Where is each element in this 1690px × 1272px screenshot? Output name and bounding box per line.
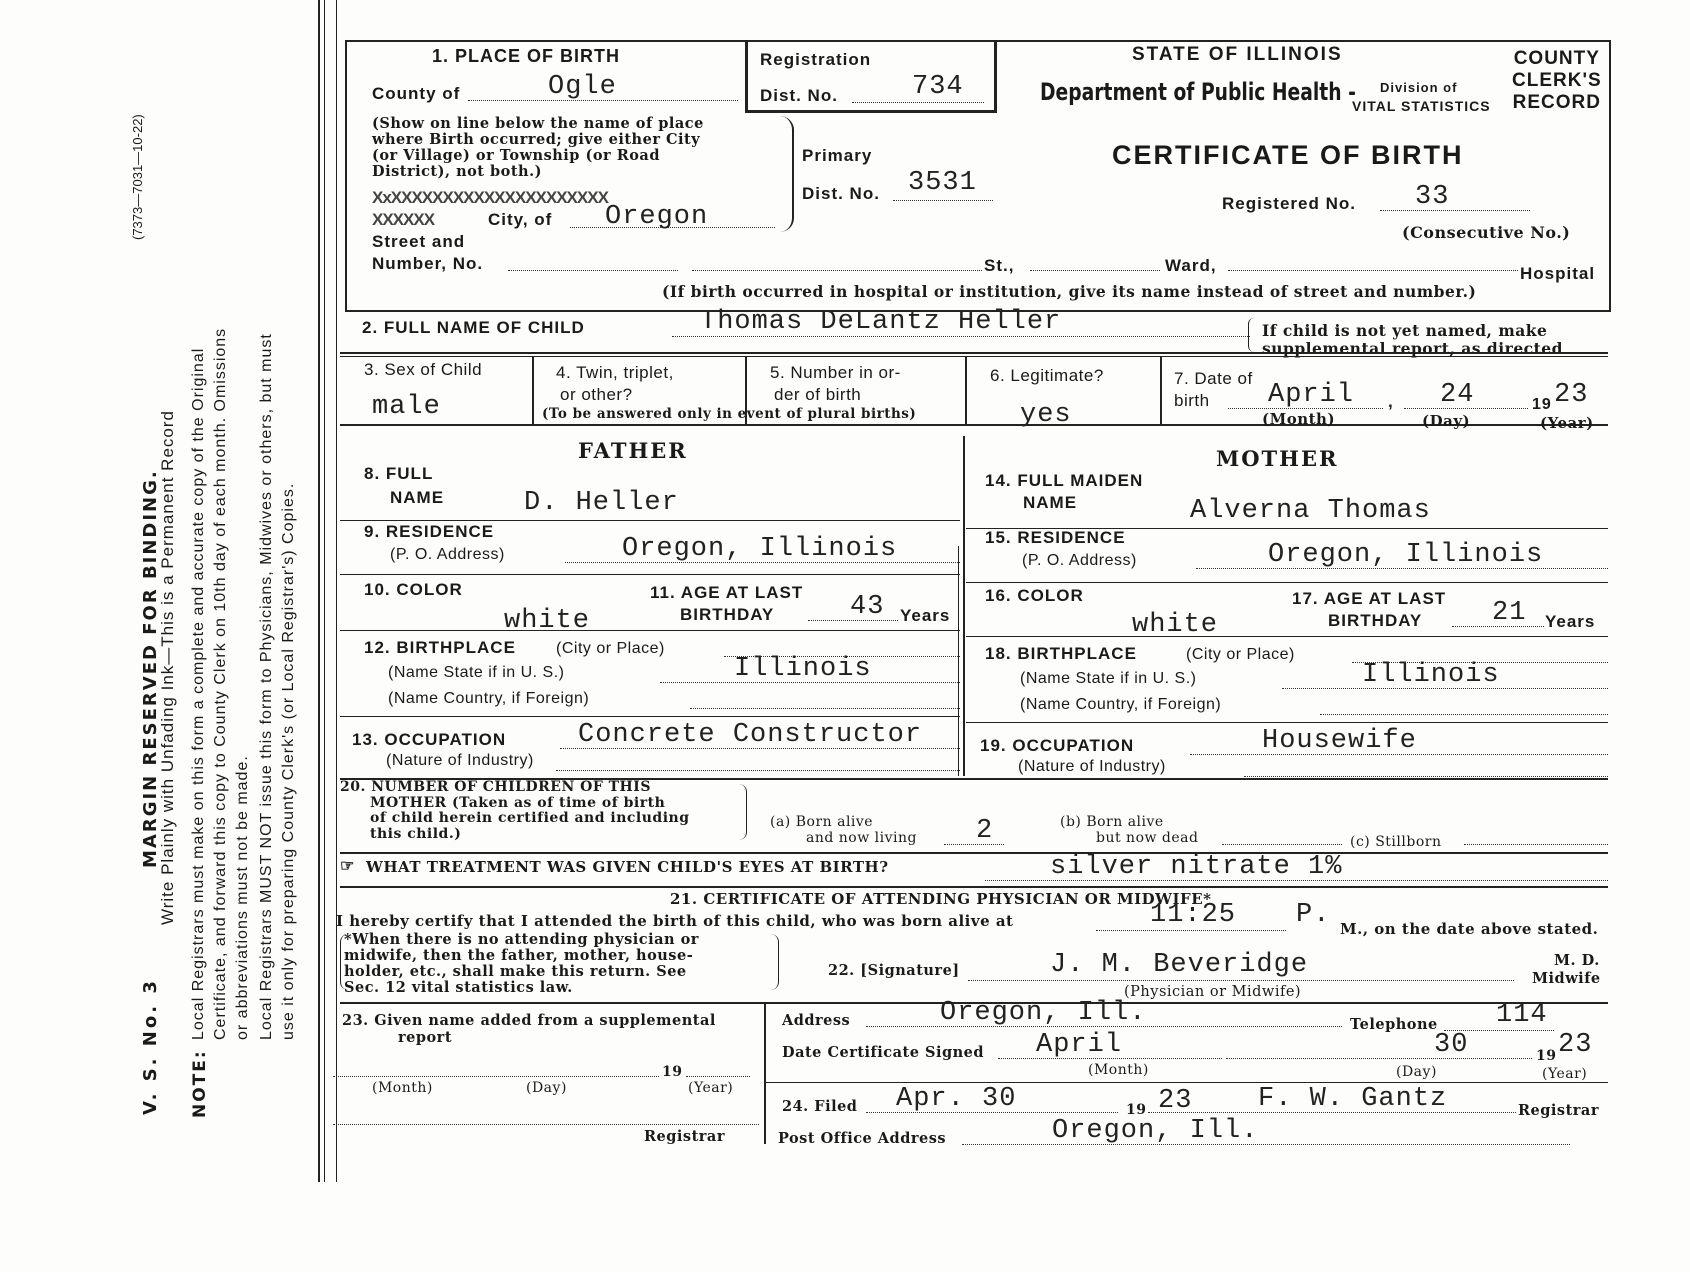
mother-birthplace-label: 18. BIRTHPLACE [985, 644, 1137, 663]
father-occupation-value: Concrete Constructor [578, 720, 923, 750]
midwife-label: Midwife [1532, 970, 1601, 987]
date-of-birth-label: 7. Date of birth [1174, 369, 1253, 410]
city-value: Oregon [605, 202, 709, 232]
mother-name-value: Alverna Thomas [1190, 496, 1431, 526]
born-alive-dead-label: (b) Born alive but now dead [1060, 814, 1199, 846]
mother-bp-state-label: (Name State if in U. S.) [1020, 670, 1197, 687]
legitimate-label: 6. Legitimate? [990, 366, 1104, 385]
father-heading: FATHER [578, 438, 688, 463]
mother-color-label: 16. COLOR [985, 586, 1084, 605]
post-office-label: Post Office Address [778, 1130, 947, 1147]
reg-dist-value: 734 [912, 72, 964, 102]
filed-registrar-value: F. W. Gantz [1258, 1084, 1448, 1114]
mother-name-label: 14. FULL MAIDEN NAME [985, 471, 1144, 512]
signed-day-caption: (Day) [1396, 1064, 1437, 1080]
margin-rule-3 [336, 0, 337, 1182]
registration-label: Registration [760, 50, 872, 69]
mother-bp-country-label: (Name Country, if Foreign) [1020, 696, 1222, 713]
certificate-heading: 21. CERTIFICATE OF ATTENDING PHYSICIAN OR MIDWIFE* [670, 890, 1212, 908]
struck-village: XXXXXX [372, 210, 435, 229]
st-label: St., [984, 256, 1015, 275]
signed-year-value: 23 [1558, 1030, 1593, 1060]
signed-month-value: April [1036, 1030, 1123, 1060]
children-count-label: 20. NUMBER OF CHILDREN OF THIS MOTHER (Taken as of time of birth of child herein certified and including this child.) [340, 779, 690, 842]
eyes-treatment-value: silver nitrate 1% [1050, 852, 1343, 882]
father-birthplace-value: Illinois [734, 654, 872, 684]
mother-occupation-value: Housewife [1262, 726, 1417, 756]
filed-date-value: Apr. 30 [896, 1084, 1017, 1114]
form-number: V. S. No. 3 [140, 978, 161, 1115]
mother-residence-label: 15. RESIDENCE [985, 528, 1126, 547]
registered-no-label: Registered No. [1222, 194, 1356, 213]
filed-year-value: 23 [1158, 1086, 1193, 1116]
pointer-hand-icon: ☞ [340, 856, 355, 875]
supp-month-caption: (Month) [372, 1080, 433, 1096]
consecutive-note: (Consecutive No.) [1402, 223, 1571, 242]
unnamed-note: If child is not yet named, make supplemental report, as directed [1262, 321, 1563, 358]
father-age-value: 43 [850, 592, 885, 622]
note-line-4: Local Registrars MUST NOT issue this form to Physicians, Midwives or others, but must [258, 333, 275, 1040]
margin-rule-2 [324, 0, 325, 1182]
filed-year-prefix: 19 [1126, 1102, 1147, 1118]
ward-label: Ward, [1165, 256, 1217, 275]
certificate-title: CERTIFICATE OF BIRTH [1112, 140, 1464, 170]
mother-birthplace-sub: (City or Place) [1186, 646, 1295, 663]
date-signed-label: Date Certificate Signed [782, 1044, 985, 1061]
father-residence-label: 9. RESIDENCE [364, 522, 495, 541]
supp-registrar-label: Registrar [644, 1128, 725, 1145]
father-residence-value: Oregon, Illinois [622, 534, 898, 564]
father-occupation-sub: (Nature of Industry) [386, 752, 534, 769]
child-name-value: Thomas DeLantz Heller [700, 307, 1062, 337]
born-alive-living-label: (a) Born alive and now living [770, 814, 917, 846]
struck-township: XxXXXXXXXXXXXXXXXXXXXXX [372, 188, 608, 207]
mother-residence-sub: (P. O. Address) [1022, 552, 1137, 569]
supp-year-caption: (Year) [688, 1080, 734, 1096]
state-title: STATE OF ILLINOIS [1132, 44, 1343, 65]
telephone-label: Telephone [1350, 1016, 1438, 1033]
mother-heading: MOTHER [1216, 446, 1339, 471]
plural-births-note: (To be answered only in event of plural births) [542, 406, 917, 422]
certify-text-end: M., on the date above stated. [1340, 920, 1599, 938]
father-name-value: D. Heller [524, 488, 679, 518]
md-label: M. D. [1554, 952, 1600, 969]
place-of-birth-heading: 1. PLACE OF BIRTH [432, 46, 621, 66]
telephone-value: 114 [1496, 1000, 1548, 1030]
father-residence-sub: (P. O. Address) [390, 546, 505, 563]
city-label: City, of [488, 210, 553, 229]
birth-month-value: April [1268, 380, 1355, 410]
birth-ampm-value: P. [1296, 900, 1331, 930]
note-line-1: Local Registrars must make on this form a complete and accurate copy of the Original [190, 347, 207, 1040]
division-label: Division of [1380, 80, 1458, 95]
filed-registrar-label: Registrar [1518, 1102, 1599, 1119]
binding-margin-note: MARGIN RESERVED FOR BINDING. [140, 469, 161, 868]
hospital-label: Hospital [1520, 264, 1596, 283]
physician-signature-value: J. M. Beveridge [1050, 950, 1309, 980]
month-caption: (Month) [1262, 410, 1336, 428]
eyes-treatment-label: WHAT TREATMENT WAS GIVEN CHILD'S EYES AT BIRTH? [366, 858, 889, 876]
hospital-note: (If birth occurred in hospital or institution, give its name instead of street and number.) [662, 282, 1477, 301]
note-label: NOTE: [190, 1049, 210, 1118]
certify-text: I hereby certify that I attended the birth of this child, who was born alive at [336, 912, 1014, 930]
sex-value: male [372, 392, 441, 422]
birth-day-value: 24 [1440, 380, 1475, 410]
county-label: County of [372, 84, 461, 103]
father-birthplace-sub: (City or Place) [556, 640, 665, 657]
mother-residence-value: Oregon, Illinois [1268, 540, 1544, 570]
vital-statistics: VITAL STATISTICS [1352, 98, 1491, 114]
registered-no-value: 33 [1415, 182, 1450, 212]
physician-address-value: Oregon, Ill. [940, 998, 1147, 1028]
signed-year-caption: (Year) [1542, 1066, 1588, 1082]
note-line-5: use it only for preparing County Clerk's (or Local Registrar's) Copies. [280, 482, 297, 1040]
mother-occupation-sub: (Nature of Industry) [1018, 758, 1166, 775]
signature-label: 22. [Signature] [828, 962, 960, 979]
father-color-value: white [504, 606, 591, 636]
supp-nineteen: 19 [662, 1064, 683, 1080]
print-code: (7373—7031—10-22) [130, 114, 145, 240]
father-bp-state-label: (Name State if in U. S.) [388, 664, 565, 681]
signed-month-caption: (Month) [1088, 1062, 1149, 1078]
sex-label: 3. Sex of Child [364, 360, 483, 379]
address-label: Address [782, 1012, 851, 1029]
note-line-3: or abbreviations must not be made. [234, 755, 251, 1040]
stillborn-label: (c) Stillborn [1350, 834, 1442, 850]
mother-age-value: 21 [1492, 598, 1527, 628]
father-occupation-label: 13. OCCUPATION [352, 730, 507, 749]
birth-year-value: 23 [1554, 380, 1589, 410]
primary-dist-value: 3531 [908, 168, 977, 198]
county-clerks-record: COUNTY CLERK'S RECORD [1512, 48, 1602, 113]
brace [778, 116, 794, 232]
father-bp-country-label: (Name Country, if Foreign) [388, 690, 590, 707]
primary-dist-label: Dist. No. [802, 184, 880, 203]
father-color-label: 10. COLOR [364, 580, 463, 599]
signed-day-value: 30 [1434, 1030, 1469, 1060]
child-name-label: 2. FULL NAME OF CHILD [362, 318, 585, 337]
father-age-label: 11. AGE AT LAST BIRTHDAY [650, 583, 804, 624]
supplemental-label: 23. Given name added from a supplemental report [342, 1012, 716, 1046]
signed-year-prefix: 19 [1536, 1048, 1557, 1064]
signature-caption: (Physician or Midwife) [1124, 984, 1302, 1000]
birth-year-prefix: 19 [1532, 396, 1552, 413]
number-label: Number, No. [372, 254, 484, 273]
note-line-2: Certificate, and forward this copy to County Clerk on 10th day of each month. Omissions [212, 327, 229, 1040]
show-note: (Show on line below the name of place where Birth occurred; give either City (or Village) or Township (or Road District), not both.) [372, 115, 704, 180]
mother-age-label: 17. AGE AT LAST BIRTHDAY [1292, 589, 1447, 630]
legitimate-value: yes [1020, 400, 1072, 430]
year-caption: (Year) [1540, 414, 1594, 432]
mother-color-value: white [1132, 610, 1219, 640]
ink-note: Write Plainly with Unfading Ink—This is a Permanent Record [158, 410, 177, 925]
father-years-label: Years [900, 606, 951, 625]
filed-label: 24. Filed [782, 1098, 858, 1115]
department-name: Department of Public Health - [1040, 78, 1356, 106]
mother-birthplace-value: Illinois [1362, 660, 1500, 690]
reg-dist-label: Dist. No. [760, 86, 838, 105]
born-alive-living-value: 2 [976, 816, 994, 846]
twin-label: 4. Twin, triplet, or other? [556, 363, 674, 404]
post-office-value: Oregon, Ill. [1052, 1116, 1259, 1146]
county-value: Ogle [548, 72, 617, 102]
primary-label: Primary [802, 146, 873, 165]
day-caption: (Day) [1422, 412, 1471, 430]
father-name-label: 8. FULL NAME [364, 464, 445, 507]
mother-occupation-label: 19. OCCUPATION [980, 736, 1135, 755]
supp-day-caption: (Day) [526, 1080, 567, 1096]
street-label: Street and [372, 232, 466, 251]
birth-time-value: 11:25 [1150, 900, 1237, 930]
margin-rule [318, 0, 320, 1182]
birth-order-label: 5. Number in or- der of birth [770, 363, 901, 404]
no-physician-note: *When there is no attending physician or midwife, then the father, mother, house- holder, etc., shall make this return. See Sec. 12 vital statistics law. [344, 931, 699, 996]
mother-years-label: Years [1545, 612, 1596, 631]
father-birthplace-label: 12. BIRTHPLACE [364, 638, 516, 657]
